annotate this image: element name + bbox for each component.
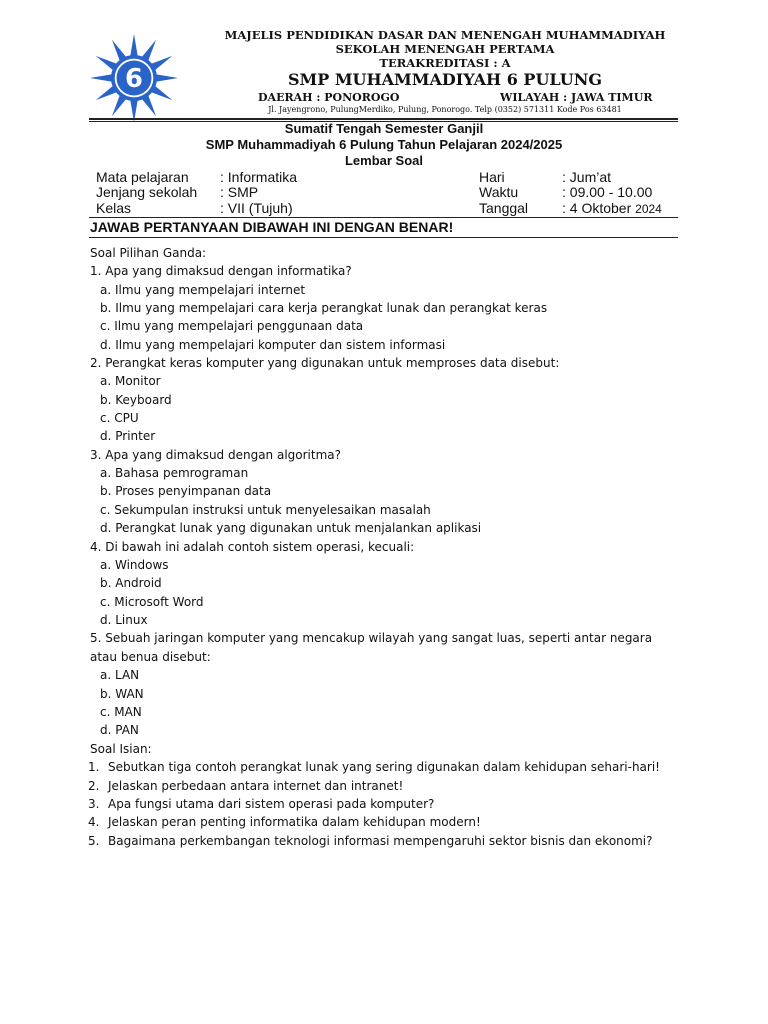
date-label: Tanggal [479,200,529,216]
essay-5-number: 5. [88,834,100,848]
info-divider [89,217,678,218]
level-value: : SMP [220,184,259,200]
option-2b: b. Keyboard [100,393,172,407]
time-value: : 09.00 - 10.00 [562,184,653,200]
option-1c: c. Ilmu yang mempelajari penggunaan data [100,319,364,333]
option-4a: a. Windows [100,558,169,572]
sheet-title: Lembar Soal [344,153,424,168]
council-name: MAJELIS PENDIDIKAN DASAR DAN MENENGAH MUHAMMADIYAH [224,28,666,42]
option-5d: d. PAN [100,723,139,737]
question-5: 5. Sebuah jaringan komputer yang mencakup wilayah yang sangat luas, seperti antar negara [90,631,653,645]
class-value: : VII (Tujuh) [220,200,293,216]
exam-subtitle: SMP Muhammadiyah 6 Pulung Tahun Pelajaran 2024/2025 [205,137,563,152]
option-2c: c. CPU [100,411,139,425]
option-4b: b. Android [100,576,162,590]
question-2: 2. Perangkat keras komputer yang digunakan untuk memproses data disebut: [90,356,560,370]
essay-4: Jelaskan peran penting informatika dalam kehidupan modern! [108,815,481,829]
question-1: 1. Apa yang dimaksud dengan informatika? [90,264,352,278]
date-day-month: : 4 Oktober [562,200,632,216]
section-multiple-choice: Soal Pilihan Ganda: [90,246,207,260]
option-3c: c. Sekumpulan instruksi untuk menyelesaikan masalah [100,503,431,517]
essay-1: Sebutkan tiga contoh perangkat lunak yang sering digunakan dalam kehidupan sehari-hari! [108,760,660,774]
essay-5: Bagaimana perkembangan teknologi informasi mempengaruhi sektor bisnis dan ekonomi? [108,834,653,848]
instruction-divider [89,237,678,238]
question-3: 3. Apa yang dimaksud dengan algoritma? [90,448,342,462]
option-5a: a. LAN [100,668,140,682]
class-label: Kelas [96,200,132,216]
logo-ray [156,74,178,81]
muhammadiyah-sun-logo [88,32,180,124]
time-label: Waktu [479,184,519,200]
option-5c: c. MAN [100,705,142,719]
subject-label: Mata pelajaran [96,169,189,185]
option-3a: a. Bahasa pemrograman [100,466,249,480]
region-daerah: DAERAH : PONOROGO [258,91,400,104]
essay-3: Apa fungsi utama dari sistem operasi pada komputer? [108,797,435,811]
logo-number: 6 [125,64,143,95]
option-4d: d. Linux [100,613,148,627]
option-2a: a. Monitor [100,374,161,388]
option-1d: d. Ilmu yang mempelajari komputer dan sistem informasi [100,338,446,352]
header-divider [89,118,678,120]
school-address: Jl. Jayengrono, PulungMerdiko, Pulung, Ponorogo. Telp (0352) 571311 Kode Pos 63481 [268,105,622,114]
section-essay: Soal Isian: [90,742,152,756]
school-name: SMP MUHAMMADIYAH 6 PULUNG [287,70,603,89]
day-value: : Jum’at [562,169,612,185]
question-4: 4. Di bawah ini adalah contoh sistem operasi, kecuali: [90,540,415,554]
option-3d: d. Perangkat lunak yang digunakan untuk menjalankan aplikasi [100,521,482,535]
logo-ray [90,74,112,81]
region-wilayah: WILAYAH : JAWA TIMUR [500,91,653,104]
option-5b: b. WAN [100,687,144,701]
logo-ray [130,34,137,56]
accreditation: TERAKREDITASI : A [379,56,511,70]
school-type: SEKOLAH MENENGAH PERTAMA [335,42,555,56]
letterhead [0,0,768,122]
option-1a: a. Ilmu yang mempelajari internet [100,283,306,297]
question-5-continued: atau benua disebut: [90,650,211,664]
option-4c: c. Microsoft Word [100,595,204,609]
option-1b: b. Ilmu yang mempelajari cara kerja perangkat lunak dan perangkat keras [100,301,548,315]
essay-3-number: 3. [88,797,100,811]
essay-4-number: 4. [88,815,100,829]
level-label: Jenjang sekolah [96,184,198,200]
exam-title: Sumatif Tengah Semester Ganjil [284,121,484,136]
date-value [562,200,662,216]
instruction: JAWAB PERTANYAAN DIBAWAH INI DENGAN BENAR! [90,219,454,235]
date-year: 2024 [635,202,662,216]
essay-1-number: 1. [88,760,100,774]
day-label: Hari [479,169,505,185]
essay-2-number: 2. [88,779,100,793]
option-2d: d. Printer [100,429,156,443]
option-3b: b. Proses penyimpanan data [100,484,272,498]
essay-2: Jelaskan perbedaan antara internet dan intranet! [108,779,404,793]
subject-value: : Informatika [220,169,298,185]
